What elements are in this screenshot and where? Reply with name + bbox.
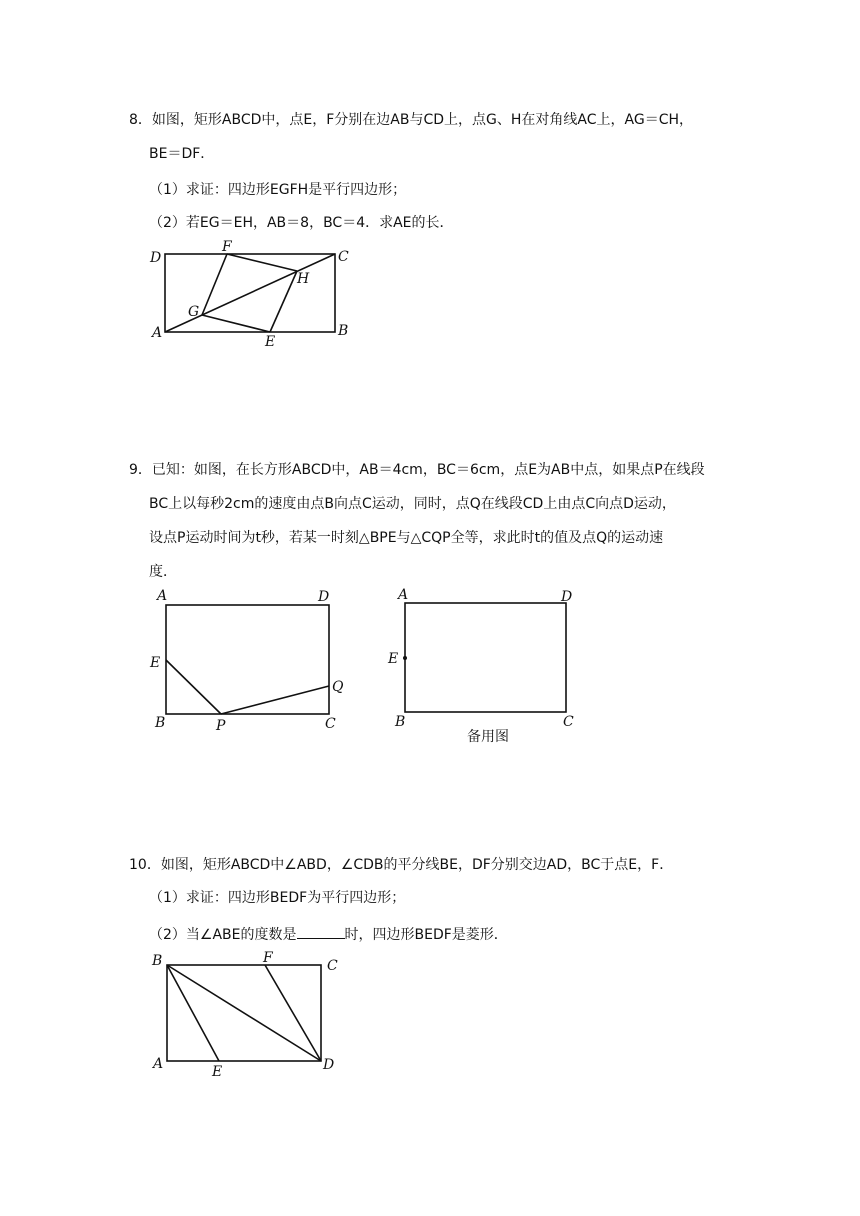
q8-line-2: BE＝DF． [149, 146, 215, 162]
q10-segment-fd [265, 965, 321, 1061]
q8-label-h: H [297, 271, 310, 287]
q10-answer-blank[interactable] [297, 924, 345, 939]
q9-segment-ep [166, 660, 221, 714]
q8-label-c: C [338, 249, 349, 265]
q9-line-3: 设点P运动时间为t秒，若某一时刻△BPE与△CQP全等，求此时t的值及点Q的运动速 [149, 530, 664, 546]
q10-label-a: A [153, 1056, 164, 1072]
q9-spare-label-d: D [561, 589, 573, 605]
q10-line-1: 10．如图，矩形ABCD中∠ABD，∠CDB的平分线BE，DF分别交边AD，BC于点E，F． [129, 857, 674, 873]
q8-label-b: B [338, 323, 349, 339]
q9-line-1: 9．已知：如图，在长方形ABCD中，AB＝4cm，BC＝6cm，点E为AB中点，如果点P在线段 [129, 462, 705, 478]
q9-label-d: D [318, 589, 330, 605]
q10-part-2-prefix: （2）当∠ABE的度数是 [149, 927, 297, 943]
q8-label-e: E [265, 334, 276, 350]
q10-part-1: （1）求证：四边形BEDF为平行四边形； [149, 890, 406, 906]
q8-label-g: G [188, 304, 200, 320]
q10-label-e: E [212, 1064, 223, 1080]
q8-line-1: 8．如图，矩形ABCD中，点E，F分别在边AB与CD上，点G、H在对角线AC上，AG＝CH， [129, 112, 693, 128]
q10-segment-be [167, 965, 219, 1061]
q9-figure-spare [385, 585, 585, 745]
q10-label-c: C [327, 958, 338, 974]
q9-label-q: Q [332, 679, 344, 695]
q8-figure [140, 238, 370, 353]
q9-spare-caption: 备用图 [467, 729, 509, 745]
q9-label-a: A [157, 588, 168, 604]
q10-label-f: F [263, 950, 273, 966]
q8-label-a: A [152, 325, 163, 341]
q9-label-p: P [216, 718, 226, 734]
q9-line-4: 度． [149, 564, 177, 580]
q9-spare-label-e: E [388, 651, 399, 667]
q8-part-2: （2）若EG＝EH，AB＝8，BC＝4．求AE的长． [149, 215, 454, 231]
q9-line-2: BC上以每秒2cm的速度由点B向点C运动，同时，点Q在线段CD上由点C向点D运动， [149, 496, 676, 512]
q10-label-d: D [323, 1057, 335, 1073]
q9-spare-label-b: B [395, 714, 406, 730]
q9-label-c: C [325, 716, 336, 732]
q9-segment-pq [221, 686, 329, 714]
q10-figure [145, 948, 355, 1083]
q8-part-1: （1）求证：四边形EGFH是平行四边形； [149, 182, 407, 198]
q9-spare-label-c: C [563, 714, 574, 730]
q9-figure-main [145, 585, 355, 734]
q9-figure-main-svg [145, 585, 355, 734]
q10-diagonal-bd [167, 965, 321, 1061]
q9-rectangle-abcd [166, 605, 329, 714]
q8-label-f: F [222, 239, 232, 255]
q8-segment-eh [270, 271, 297, 332]
q10-part-2 [149, 924, 508, 945]
q10-figure-svg [145, 948, 355, 1083]
q8-segment-hf [227, 254, 297, 271]
q8-label-d: D [150, 250, 162, 266]
q9-spare-rectangle [405, 603, 566, 712]
q8-diagonal-ac [165, 254, 335, 332]
q9-figure-spare-svg [385, 585, 585, 745]
q10-label-b: B [152, 953, 163, 969]
q9-label-e: E [150, 655, 161, 671]
q9-label-b: B [155, 715, 166, 731]
q8-figure-svg [140, 238, 370, 353]
q9-spare-label-a: A [398, 587, 409, 603]
q9-spare-point-e [403, 656, 407, 660]
q8-segment-ge [202, 315, 270, 332]
q10-part-2-suffix: 时，四边形BEDF是菱形． [344, 927, 508, 943]
